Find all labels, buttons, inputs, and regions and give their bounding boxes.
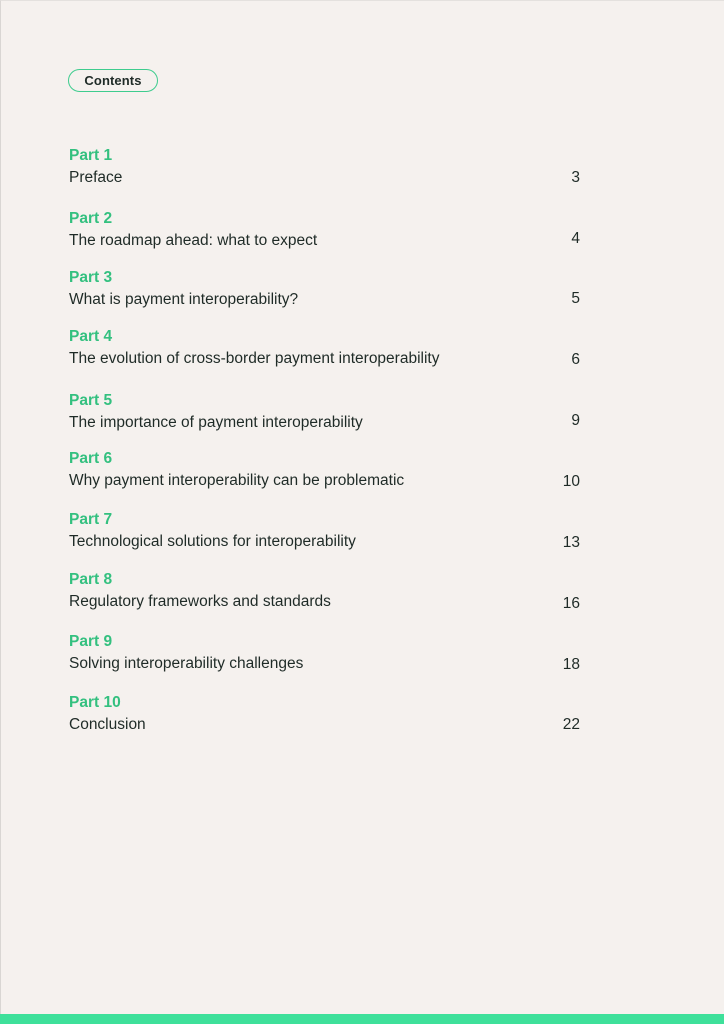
toc-title: Conclusion bbox=[69, 716, 146, 733]
toc-title: The importance of payment interoperability bbox=[69, 414, 363, 431]
toc-part-label: Part 10 bbox=[69, 694, 121, 711]
contents-badge bbox=[68, 69, 158, 92]
toc-entry-part-8[interactable] bbox=[69, 571, 580, 615]
toc-title: Why payment interoperability can be problematic bbox=[69, 472, 405, 489]
toc-entry-part-10[interactable] bbox=[69, 694, 580, 738]
toc-title: Solving interoperability challenges bbox=[69, 655, 304, 672]
toc-part-label: Part 8 bbox=[69, 571, 113, 588]
toc-entry-part-1[interactable] bbox=[69, 147, 580, 191]
toc-part-label: Part 7 bbox=[69, 511, 113, 528]
toc-entry-part-9[interactable] bbox=[69, 633, 580, 677]
toc-title: The roadmap ahead: what to expect bbox=[69, 232, 318, 249]
toc-title: Preface bbox=[69, 169, 123, 186]
toc-entry-part-6[interactable] bbox=[69, 450, 580, 494]
toc-part-label: Part 6 bbox=[69, 450, 113, 467]
toc-title: What is payment interoperability? bbox=[69, 291, 299, 308]
bottom-accent-bar bbox=[0, 1014, 724, 1024]
toc-entry-part-4[interactable] bbox=[69, 328, 580, 372]
toc-page-number: 10 bbox=[562, 473, 580, 490]
toc-part-label: Part 3 bbox=[69, 269, 113, 286]
toc-page-number: 9 bbox=[571, 412, 580, 429]
toc-part-label: Part 1 bbox=[69, 147, 113, 164]
toc-page-number: 18 bbox=[562, 656, 580, 673]
toc-title: Regulatory frameworks and standards bbox=[69, 593, 331, 610]
toc-part-label: Part 9 bbox=[69, 633, 113, 650]
toc-page-number: 22 bbox=[562, 716, 580, 733]
toc-title: The evolution of cross-border payment interoperability bbox=[69, 350, 440, 367]
toc-part-label: Part 2 bbox=[69, 210, 113, 227]
toc-part-label: Part 5 bbox=[69, 392, 113, 409]
toc-page-number: 4 bbox=[571, 230, 580, 247]
toc-title: Technological solutions for interoperability bbox=[69, 533, 356, 550]
toc-page-number: 16 bbox=[562, 595, 580, 612]
toc-page-number: 5 bbox=[571, 290, 580, 307]
toc-page-number: 6 bbox=[571, 351, 580, 368]
toc-entry-part-3[interactable] bbox=[69, 269, 580, 313]
contents-badge-label: Contents bbox=[84, 73, 142, 88]
toc-page-number: 13 bbox=[562, 534, 580, 551]
toc-page-number: 3 bbox=[571, 169, 580, 186]
toc-entry-part-2[interactable] bbox=[69, 210, 580, 254]
toc-entry-part-7[interactable] bbox=[69, 511, 580, 555]
toc-part-label: Part 4 bbox=[69, 328, 113, 345]
toc-entry-part-5[interactable] bbox=[69, 392, 580, 436]
